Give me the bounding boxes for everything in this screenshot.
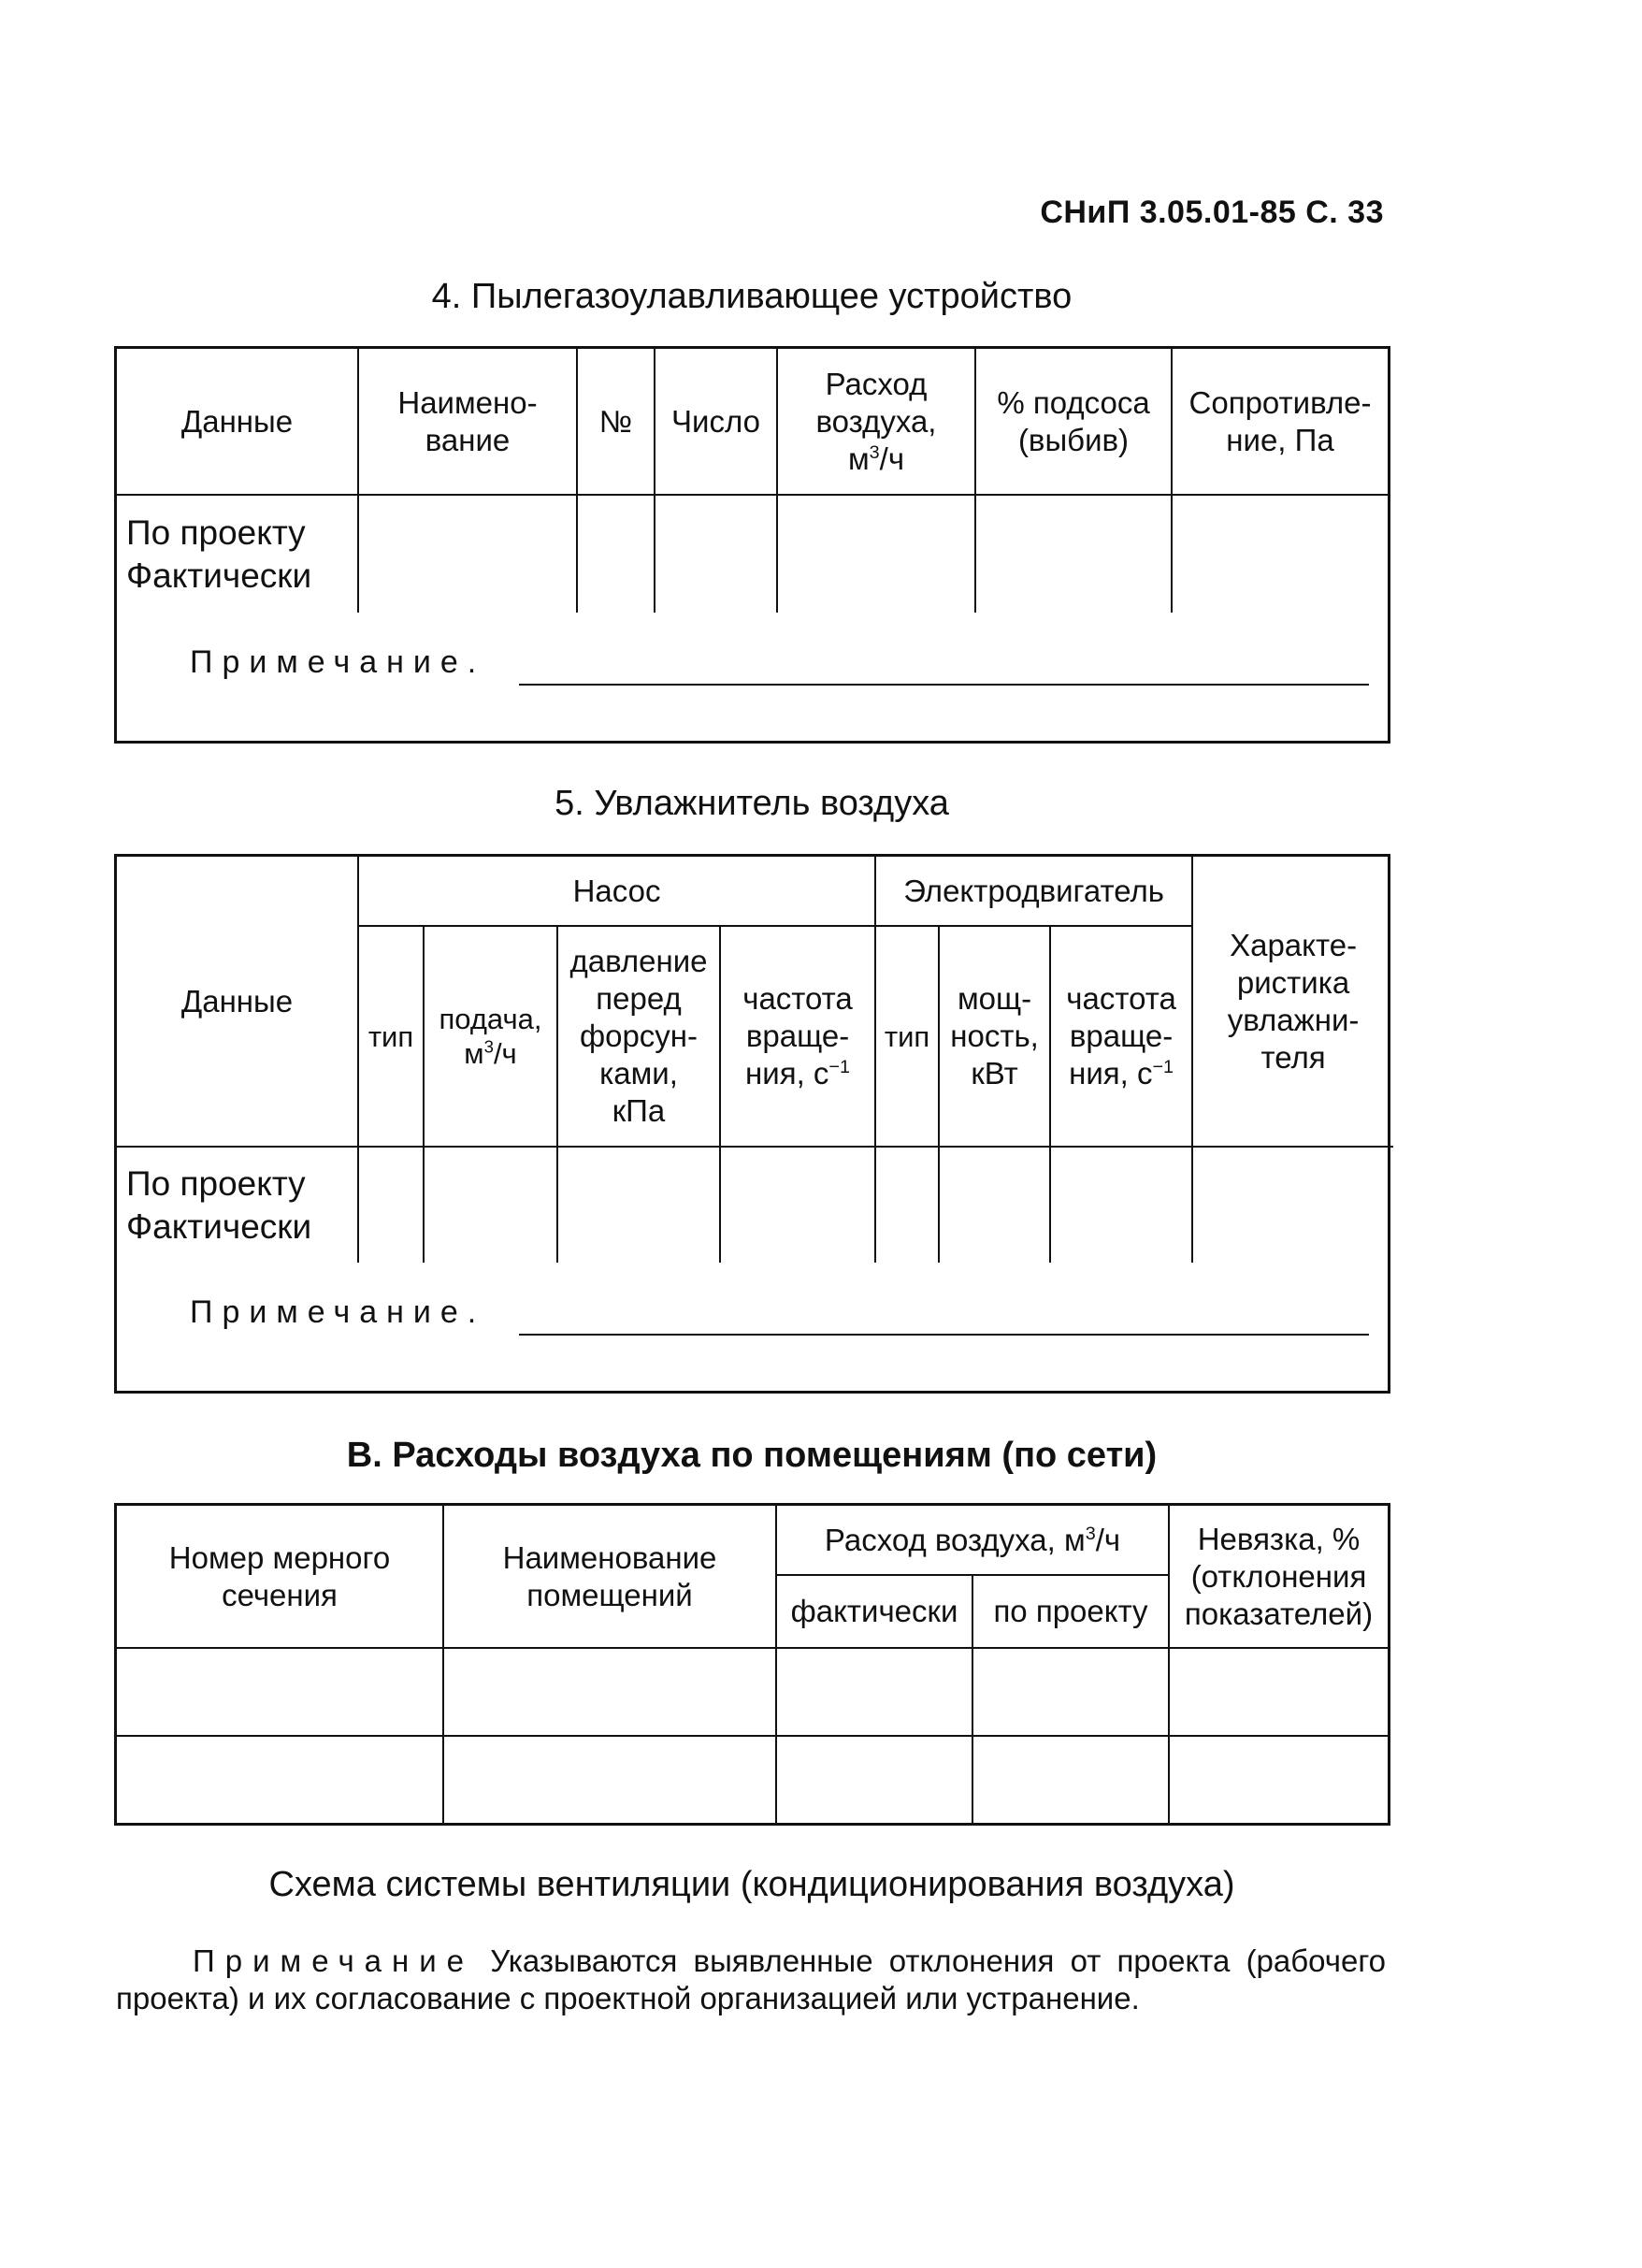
cell-empty <box>358 1147 424 1263</box>
cell-empty <box>117 1736 443 1823</box>
note-label: Примечание. <box>190 644 486 680</box>
cell-empty <box>443 1648 776 1736</box>
cell-empty <box>443 1736 776 1823</box>
col-motor-power: мощ- ность, кВт <box>939 926 1050 1147</box>
col-characteristic: Характе- ристика увлажни- теля <box>1192 857 1393 1147</box>
col-pump-pressure: давление перед форсун- ками, кПа <box>557 926 720 1147</box>
cell-empty <box>117 1648 443 1736</box>
note-line <box>519 684 1369 686</box>
col-count: Число <box>655 349 777 495</box>
col-deviation: Невязка, % (отклонения показателей) <box>1169 1506 1388 1648</box>
cell-empty <box>720 1147 875 1263</box>
col-data: Данные <box>117 857 358 1147</box>
col-room-names: Наименование помещений <box>443 1506 776 1648</box>
note-label: Примечание. <box>190 1294 486 1330</box>
col-suction: % подсоса (выбив) <box>975 349 1172 495</box>
group-air-flow: Расход воздуха, $м^3/ч$ <box>776 1506 1169 1575</box>
col-pump-rpm: частота враще- ния, $с^{-1}$ <box>720 926 875 1147</box>
cell-empty <box>875 1147 939 1263</box>
group-pump: Насос <box>358 857 875 926</box>
cell-empty <box>1050 1147 1192 1263</box>
dust-gas-collector-table <box>114 346 1390 744</box>
col-name: Наимено- вание <box>358 349 577 495</box>
col-pump-supply: подача, $м^3/ч$ <box>424 926 557 1147</box>
section-5-title: 5. Увлажнитель воздуха <box>555 784 949 823</box>
cell-empty <box>972 1736 1169 1823</box>
cell-empty <box>777 495 975 613</box>
col-data: Данные <box>117 349 358 495</box>
cell-empty <box>577 495 655 613</box>
cell-empty <box>776 1736 972 1823</box>
section-v-title: В. Расходы воздуха по помещениям (по сети) <box>346 1436 1158 1475</box>
col-resistance: Сопротивле- ние, Па <box>1172 349 1388 495</box>
cell-empty <box>975 495 1172 613</box>
col-actual: фактически <box>776 1575 972 1648</box>
row-labels: По проекту Фактически <box>117 1147 358 1263</box>
final-note <box>116 1943 1386 2017</box>
cell-empty <box>1169 1736 1388 1823</box>
note-line <box>519 1334 1369 1336</box>
cell-empty <box>776 1648 972 1736</box>
col-motor-rpm: частота враще- ния, $с^{-1}$ <box>1050 926 1192 1147</box>
cell-empty <box>358 495 577 613</box>
running-head: СНиП 3.05.01-85 С. 33 <box>1040 195 1384 230</box>
row-labels: По проекту Фактически <box>117 495 358 613</box>
col-motor-type: тип <box>875 926 939 1147</box>
cell-empty <box>972 1648 1169 1736</box>
note-row <box>117 1263 1388 1394</box>
group-motor: Электродвигатель <box>875 857 1192 926</box>
cell-empty <box>939 1147 1050 1263</box>
col-air-flow: Расход воздуха, $м^3/ч$ <box>777 349 975 495</box>
col-section-number: Номер мерного сечения <box>117 1506 443 1648</box>
final-note-label: Примечание <box>193 1943 475 1978</box>
scheme-caption: Схема системы вентиляции (кондиционирования воздуха) <box>268 1865 1235 1904</box>
cell-empty <box>655 495 777 613</box>
cell-empty <box>424 1147 557 1263</box>
col-number: № <box>577 349 655 495</box>
cell-empty <box>1172 495 1388 613</box>
final-note-text: Указываются выявленные отклонения от проекта (рабочего проекта) и их согласование с проектной организацией или устранение. <box>116 1943 1386 2015</box>
note-row <box>117 613 1388 744</box>
humidifier-table <box>114 854 1390 1394</box>
air-flow-by-rooms-table <box>114 1503 1390 1826</box>
cell-empty <box>557 1147 720 1263</box>
cell-empty <box>1169 1648 1388 1736</box>
cell-empty <box>1192 1147 1393 1263</box>
col-pump-type: тип <box>358 926 424 1147</box>
section-4-title: 4. Пылегазоулавливающее устройство <box>431 277 1073 316</box>
col-design: по проекту <box>972 1575 1169 1648</box>
